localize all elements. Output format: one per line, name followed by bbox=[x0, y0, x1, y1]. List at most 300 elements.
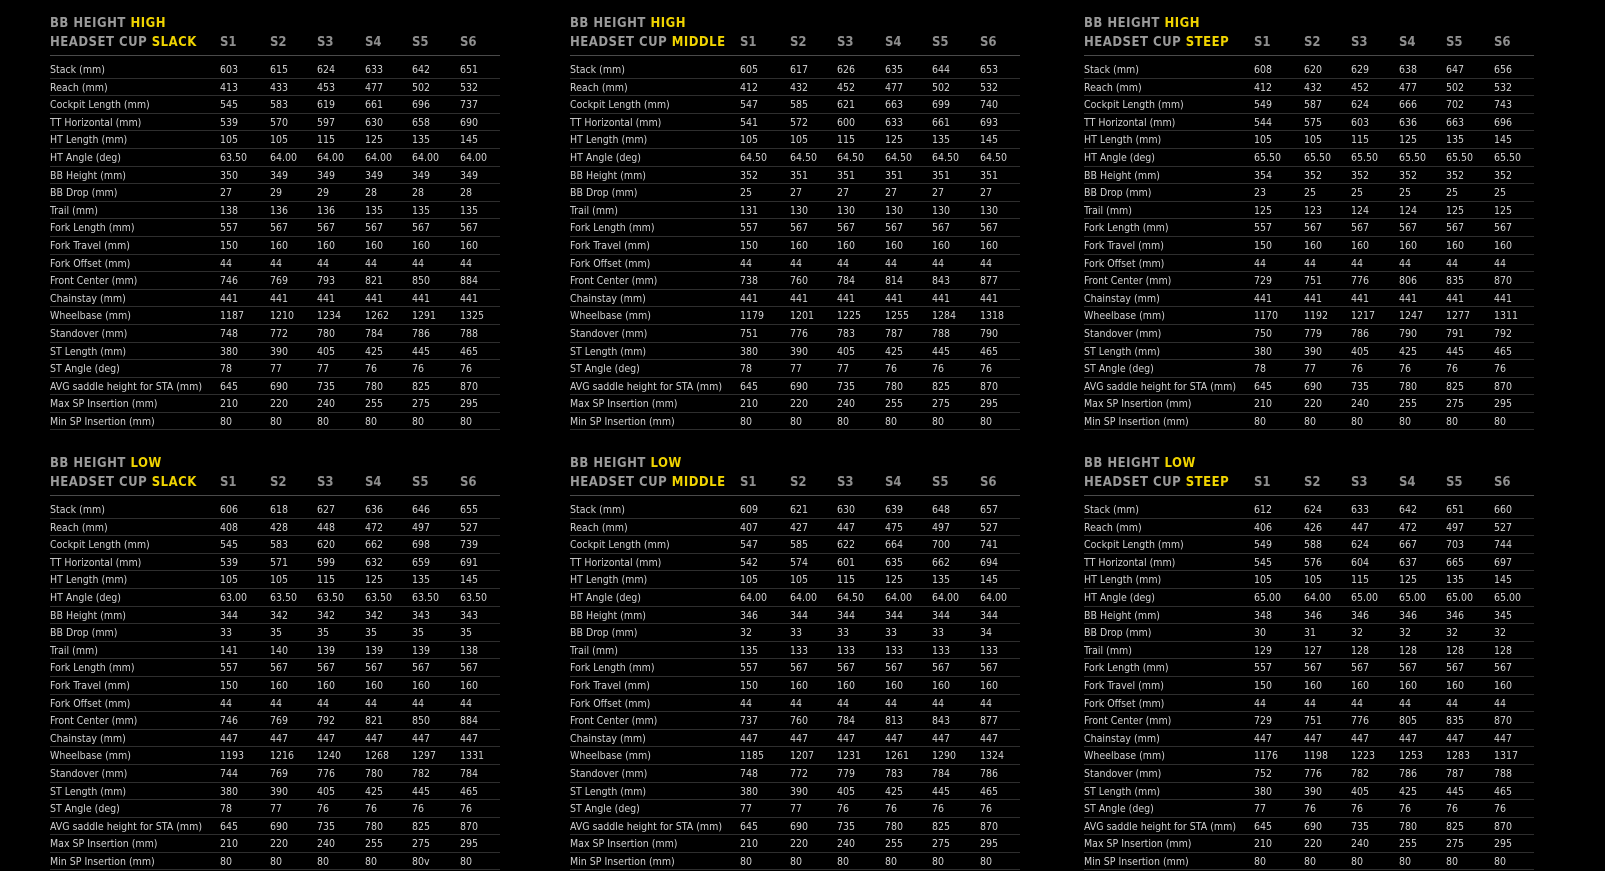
cell-value: 80 bbox=[365, 855, 378, 868]
cell-value: 661 bbox=[365, 99, 384, 112]
row-label: Wheelbase (mm) bbox=[570, 310, 651, 323]
cell-value: 567 bbox=[270, 222, 289, 235]
cell-value: 567 bbox=[1399, 662, 1418, 675]
cell-value: 160 bbox=[790, 679, 809, 692]
cell-value: 130 bbox=[980, 204, 999, 217]
cell-value: 636 bbox=[365, 504, 384, 516]
cell-value: 145 bbox=[980, 574, 999, 587]
row-label: BB Height (mm) bbox=[570, 169, 646, 182]
row-label: Chainstay (mm) bbox=[570, 732, 646, 745]
bb-height-value: LOW bbox=[650, 456, 682, 471]
cell-value: 447 bbox=[1351, 521, 1370, 534]
size-header-s5: S5 bbox=[412, 475, 429, 490]
cell-value: 776 bbox=[790, 327, 809, 340]
cell-value: 344 bbox=[932, 609, 951, 622]
cell-value: 447 bbox=[317, 732, 336, 745]
cell-value: 125 bbox=[365, 574, 384, 587]
cell-value: 786 bbox=[1351, 327, 1370, 340]
bb-height-value: LOW bbox=[1164, 456, 1196, 471]
size-header-s6: S6 bbox=[980, 475, 997, 490]
geometry-table-high-slack bbox=[50, 16, 500, 428]
cell-value: 1217 bbox=[1351, 310, 1376, 323]
table-row bbox=[50, 501, 500, 519]
table-row bbox=[1084, 677, 1534, 695]
bb-height-label: BB HEIGHT bbox=[50, 456, 126, 471]
cell-value: 65.50 bbox=[1446, 151, 1474, 164]
table-row bbox=[570, 79, 1020, 97]
cell-value: 64.00 bbox=[932, 591, 960, 604]
size-header-s4: S4 bbox=[1399, 475, 1416, 490]
cell-value: 145 bbox=[1494, 134, 1513, 147]
cell-value: 620 bbox=[317, 539, 336, 552]
row-label: Stack (mm) bbox=[50, 504, 105, 516]
row-label: ST Angle (deg) bbox=[1084, 363, 1154, 376]
cell-value: 635 bbox=[885, 64, 904, 76]
cell-value: 76 bbox=[980, 363, 993, 376]
cell-value: 80 bbox=[412, 415, 425, 428]
cell-value: 658 bbox=[412, 116, 431, 129]
cell-value: 44 bbox=[740, 697, 753, 710]
cell-value: 160 bbox=[980, 679, 999, 692]
cell-value: 617 bbox=[790, 64, 809, 76]
table-row bbox=[50, 255, 500, 273]
cell-value: 77 bbox=[740, 803, 753, 816]
row-label: Trail (mm) bbox=[570, 644, 618, 657]
cell-value: 115 bbox=[317, 574, 336, 587]
cell-value: 612 bbox=[1254, 504, 1273, 516]
cell-value: 1317 bbox=[1494, 750, 1519, 763]
cell-value: 76 bbox=[412, 363, 425, 376]
cell-value: 662 bbox=[932, 556, 951, 569]
cell-value: 1179 bbox=[740, 310, 765, 323]
table-row bbox=[570, 219, 1020, 237]
cell-value: 1261 bbox=[885, 750, 910, 763]
cell-value: 380 bbox=[220, 785, 239, 798]
cell-value: 160 bbox=[460, 679, 479, 692]
row-label: AVG saddle height for STA (mm) bbox=[1084, 820, 1236, 833]
cell-value: 1290 bbox=[932, 750, 957, 763]
row-label: Cockpit Length (mm) bbox=[570, 99, 670, 112]
cell-value: 772 bbox=[270, 327, 289, 340]
cell-value: 1225 bbox=[837, 310, 862, 323]
cell-value: 76 bbox=[1446, 803, 1459, 816]
cell-value: 35 bbox=[317, 627, 330, 640]
cell-value: 1325 bbox=[460, 310, 485, 323]
cell-value: 567 bbox=[1446, 222, 1465, 235]
cell-value: 647 bbox=[1446, 64, 1465, 76]
table-header bbox=[50, 456, 500, 494]
bb-height-title bbox=[570, 16, 686, 31]
table-row bbox=[50, 219, 500, 237]
row-label: Fork Travel (mm) bbox=[50, 239, 130, 252]
cell-value: 405 bbox=[1351, 785, 1370, 798]
cell-value: 160 bbox=[1494, 679, 1513, 692]
cell-value: 738 bbox=[740, 275, 759, 288]
row-label: BB Drop (mm) bbox=[1084, 187, 1152, 200]
row-label: Chainstay (mm) bbox=[570, 292, 646, 305]
table-row bbox=[50, 642, 500, 660]
size-header-s2: S2 bbox=[790, 475, 807, 490]
table-row bbox=[50, 571, 500, 589]
table-row bbox=[570, 554, 1020, 572]
size-header-s1: S1 bbox=[740, 35, 757, 50]
cell-value: 131 bbox=[740, 204, 759, 217]
cell-value: 659 bbox=[412, 556, 431, 569]
cell-value: 133 bbox=[932, 644, 951, 657]
cell-value: 275 bbox=[1446, 398, 1465, 411]
cell-value: 65.50 bbox=[1399, 151, 1427, 164]
row-label: Reach (mm) bbox=[50, 521, 108, 534]
cell-value: 32 bbox=[1399, 627, 1412, 640]
cell-value: 349 bbox=[317, 169, 336, 182]
cell-value: 44 bbox=[317, 697, 330, 710]
cell-value: 786 bbox=[980, 767, 999, 780]
row-label: Fork Offset (mm) bbox=[50, 697, 131, 710]
cell-value: 780 bbox=[365, 767, 384, 780]
cell-value: 545 bbox=[1254, 556, 1273, 569]
cell-value: 748 bbox=[220, 327, 239, 340]
cell-value: 527 bbox=[980, 521, 999, 534]
size-header-s3: S3 bbox=[1351, 35, 1368, 50]
size-header-s6: S6 bbox=[1494, 475, 1511, 490]
cell-value: 32 bbox=[1494, 627, 1507, 640]
cell-value: 448 bbox=[317, 521, 336, 534]
cell-value: 447 bbox=[270, 732, 289, 745]
cell-value: 618 bbox=[270, 504, 289, 516]
cell-value: 567 bbox=[1494, 222, 1513, 235]
cell-value: 413 bbox=[220, 81, 239, 94]
cell-value: 497 bbox=[1446, 521, 1465, 534]
cell-value: 160 bbox=[1351, 679, 1370, 692]
cell-value: 210 bbox=[220, 838, 239, 851]
cell-value: 80 bbox=[980, 415, 993, 428]
row-label: TT Horizontal (mm) bbox=[50, 116, 142, 129]
cell-value: 544 bbox=[1254, 116, 1273, 129]
cell-value: 76 bbox=[1399, 363, 1412, 376]
cell-value: 1291 bbox=[412, 310, 437, 323]
table-body bbox=[50, 61, 500, 430]
cell-value: 603 bbox=[1351, 116, 1370, 129]
cell-value: 567 bbox=[1351, 222, 1370, 235]
cell-value: 28 bbox=[365, 187, 378, 200]
row-label: ST Length (mm) bbox=[50, 345, 127, 358]
cell-value: 651 bbox=[460, 64, 479, 76]
cell-value: 351 bbox=[980, 169, 999, 182]
cell-value: 447 bbox=[932, 732, 951, 745]
cell-value: 570 bbox=[270, 116, 289, 129]
cell-value: 105 bbox=[1304, 574, 1323, 587]
row-label: Standover (mm) bbox=[1084, 767, 1162, 780]
cell-value: 80 bbox=[837, 855, 850, 868]
cell-value: 665 bbox=[1446, 556, 1465, 569]
cell-value: 64.00 bbox=[790, 591, 818, 604]
cell-value: 44 bbox=[1351, 257, 1364, 270]
cell-value: 348 bbox=[1254, 609, 1273, 622]
row-label: Min SP Insertion (mm) bbox=[50, 415, 155, 428]
cell-value: 1231 bbox=[837, 750, 862, 763]
cell-value: 599 bbox=[317, 556, 336, 569]
cell-value: 220 bbox=[1304, 398, 1323, 411]
cell-value: 821 bbox=[365, 715, 384, 728]
cell-value: 737 bbox=[460, 99, 479, 112]
row-label: AVG saddle height for STA (mm) bbox=[50, 820, 202, 833]
cell-value: 642 bbox=[1399, 504, 1418, 516]
cell-value: 427 bbox=[790, 521, 809, 534]
cell-value: 44 bbox=[317, 257, 330, 270]
cell-value: 662 bbox=[365, 539, 384, 552]
table-row bbox=[570, 501, 1020, 519]
cell-value: 141 bbox=[220, 644, 239, 657]
cell-value: 441 bbox=[790, 292, 809, 305]
cell-value: 642 bbox=[412, 64, 431, 76]
cell-value: 65.00 bbox=[1494, 591, 1522, 604]
cell-value: 160 bbox=[885, 679, 904, 692]
cell-value: 64.00 bbox=[317, 151, 345, 164]
cell-value: 877 bbox=[980, 275, 999, 288]
cell-value: 532 bbox=[460, 81, 479, 94]
row-label: Stack (mm) bbox=[1084, 504, 1139, 516]
cell-value: 780 bbox=[885, 380, 904, 393]
cell-value: 64.00 bbox=[1304, 591, 1332, 604]
cell-value: 663 bbox=[1446, 116, 1465, 129]
row-label: Min SP Insertion (mm) bbox=[570, 855, 675, 868]
table-row bbox=[1084, 378, 1534, 396]
cell-value: 76 bbox=[932, 803, 945, 816]
cell-value: 23 bbox=[1254, 187, 1267, 200]
table-body bbox=[50, 501, 500, 870]
cell-value: 125 bbox=[1254, 204, 1273, 217]
row-label: BB Height (mm) bbox=[50, 609, 126, 622]
cell-value: 64.50 bbox=[837, 591, 865, 604]
row-label: AVG saddle height for STA (mm) bbox=[50, 380, 202, 393]
table-row bbox=[50, 395, 500, 413]
cell-value: 445 bbox=[412, 345, 431, 358]
cell-value: 115 bbox=[317, 134, 336, 147]
cell-value: 275 bbox=[1446, 838, 1465, 851]
table-body bbox=[1084, 61, 1534, 430]
cell-value: 295 bbox=[1494, 838, 1513, 851]
cell-value: 527 bbox=[460, 521, 479, 534]
cell-value: 123 bbox=[1304, 204, 1323, 217]
cell-value: 105 bbox=[220, 134, 239, 147]
cell-value: 405 bbox=[317, 785, 336, 798]
cell-value: 502 bbox=[412, 81, 431, 94]
cell-value: 34 bbox=[980, 627, 993, 640]
cell-value: 65.50 bbox=[1494, 151, 1522, 164]
cell-value: 64.00 bbox=[365, 151, 393, 164]
cell-value: 606 bbox=[220, 504, 239, 516]
cell-value: 663 bbox=[885, 99, 904, 112]
cell-value: 545 bbox=[220, 99, 239, 112]
table-row bbox=[570, 343, 1020, 361]
cell-value: 150 bbox=[740, 239, 759, 252]
table-row bbox=[570, 413, 1020, 431]
cell-value: 690 bbox=[460, 116, 479, 129]
cell-value: 691 bbox=[460, 556, 479, 569]
cell-value: 425 bbox=[1399, 785, 1418, 798]
cell-value: 1262 bbox=[365, 310, 390, 323]
cell-value: 160 bbox=[837, 679, 856, 692]
cell-value: 622 bbox=[837, 539, 856, 552]
table-row bbox=[570, 747, 1020, 765]
cell-value: 441 bbox=[980, 292, 999, 305]
cell-value: 567 bbox=[885, 662, 904, 675]
cell-value: 44 bbox=[412, 257, 425, 270]
row-label: ST Length (mm) bbox=[570, 345, 647, 358]
cell-value: 835 bbox=[1446, 715, 1465, 728]
cell-value: 105 bbox=[270, 574, 289, 587]
cell-value: 477 bbox=[1399, 81, 1418, 94]
cell-value: 133 bbox=[790, 644, 809, 657]
cell-value: 77 bbox=[270, 363, 283, 376]
cell-value: 44 bbox=[1494, 257, 1507, 270]
table-row bbox=[50, 96, 500, 114]
cell-value: 32 bbox=[1446, 627, 1459, 640]
cell-value: 651 bbox=[1446, 504, 1465, 516]
cell-value: 76 bbox=[1494, 363, 1507, 376]
size-header-s1: S1 bbox=[1254, 475, 1271, 490]
cell-value: 1192 bbox=[1304, 310, 1329, 323]
cell-value: 405 bbox=[317, 345, 336, 358]
bb-height-value: HIGH bbox=[130, 16, 166, 31]
row-label: BB Drop (mm) bbox=[570, 627, 638, 640]
cell-value: 743 bbox=[1494, 99, 1513, 112]
cell-value: 447 bbox=[412, 732, 431, 745]
cell-value: 78 bbox=[220, 363, 233, 376]
table-row bbox=[50, 184, 500, 202]
cell-value: 125 bbox=[885, 574, 904, 587]
table-row bbox=[50, 237, 500, 255]
cell-value: 870 bbox=[1494, 715, 1513, 728]
row-label: BB Drop (mm) bbox=[50, 187, 118, 200]
table-row bbox=[570, 818, 1020, 836]
row-label: TT Horizontal (mm) bbox=[570, 556, 662, 569]
cell-value: 782 bbox=[412, 767, 431, 780]
cell-value: 133 bbox=[837, 644, 856, 657]
size-header-s2: S2 bbox=[790, 35, 807, 50]
cell-value: 160 bbox=[365, 679, 384, 692]
table-row bbox=[570, 255, 1020, 273]
table-row bbox=[50, 360, 500, 378]
cell-value: 585 bbox=[790, 539, 809, 552]
cell-value: 33 bbox=[790, 627, 803, 640]
cell-value: 769 bbox=[270, 275, 289, 288]
cell-value: 64.00 bbox=[740, 591, 768, 604]
cell-value: 35 bbox=[270, 627, 283, 640]
cell-value: 255 bbox=[365, 398, 384, 411]
cell-value: 30 bbox=[1254, 627, 1267, 640]
cell-value: 636 bbox=[1399, 116, 1418, 129]
cell-value: 150 bbox=[740, 679, 759, 692]
cell-value: 632 bbox=[365, 556, 384, 569]
cell-value: 64.50 bbox=[837, 151, 865, 164]
cell-value: 145 bbox=[1494, 574, 1513, 587]
cell-value: 539 bbox=[220, 556, 239, 569]
cell-value: 345 bbox=[1494, 609, 1513, 622]
cell-value: 80 bbox=[932, 855, 945, 868]
row-label: HT Length (mm) bbox=[50, 134, 128, 147]
cell-value: 557 bbox=[1254, 662, 1273, 675]
cell-value: 1268 bbox=[365, 750, 390, 763]
row-label: Reach (mm) bbox=[1084, 521, 1142, 534]
table-row bbox=[570, 800, 1020, 818]
cell-value: 547 bbox=[740, 539, 759, 552]
table-row bbox=[50, 765, 500, 783]
headset-cup-value: SLACK bbox=[151, 475, 197, 490]
cell-value: 557 bbox=[740, 662, 759, 675]
cell-value: 772 bbox=[790, 767, 809, 780]
bb-height-label: BB HEIGHT bbox=[1084, 456, 1160, 471]
cell-value: 825 bbox=[412, 380, 431, 393]
table-row bbox=[1084, 800, 1534, 818]
table-row bbox=[1084, 79, 1534, 97]
cell-value: 80 bbox=[460, 855, 473, 868]
cell-value: 351 bbox=[932, 169, 951, 182]
cell-value: 441 bbox=[460, 292, 479, 305]
cell-value: 751 bbox=[1304, 275, 1323, 288]
cell-value: 635 bbox=[885, 556, 904, 569]
size-header-s6: S6 bbox=[1494, 35, 1511, 50]
row-label: Chainstay (mm) bbox=[50, 292, 126, 305]
row-label: HT Length (mm) bbox=[50, 574, 128, 587]
cell-value: 693 bbox=[980, 116, 999, 129]
size-header-s5: S5 bbox=[932, 475, 949, 490]
cell-value: 741 bbox=[980, 539, 999, 552]
cell-value: 433 bbox=[270, 81, 289, 94]
cell-value: 746 bbox=[220, 275, 239, 288]
cell-value: 135 bbox=[460, 204, 479, 217]
cell-value: 776 bbox=[1304, 767, 1323, 780]
cell-value: 44 bbox=[980, 697, 993, 710]
cell-value: 129 bbox=[1254, 644, 1273, 657]
size-header-s4: S4 bbox=[885, 35, 902, 50]
cell-value: 870 bbox=[460, 820, 479, 833]
row-label: Fork Travel (mm) bbox=[1084, 679, 1164, 692]
cell-value: 574 bbox=[790, 556, 809, 569]
cell-value: 703 bbox=[1446, 539, 1465, 552]
cell-value: 1210 bbox=[270, 310, 295, 323]
cell-value: 65.50 bbox=[1254, 151, 1282, 164]
table-row bbox=[50, 378, 500, 396]
table-row bbox=[1084, 642, 1534, 660]
cell-value: 453 bbox=[317, 81, 336, 94]
cell-value: 407 bbox=[740, 521, 759, 534]
cell-value: 160 bbox=[1446, 239, 1465, 252]
cell-value: 608 bbox=[1254, 64, 1273, 76]
cell-value: 425 bbox=[885, 345, 904, 358]
size-header-s2: S2 bbox=[1304, 35, 1321, 50]
cell-value: 352 bbox=[1494, 169, 1513, 182]
row-label: Reach (mm) bbox=[1084, 81, 1142, 94]
cell-value: 80 bbox=[317, 855, 330, 868]
cell-value: 210 bbox=[740, 838, 759, 851]
cell-value: 390 bbox=[270, 345, 289, 358]
cell-value: 65.00 bbox=[1351, 591, 1379, 604]
cell-value: 240 bbox=[837, 398, 856, 411]
cell-value: 105 bbox=[1254, 134, 1273, 147]
cell-value: 626 bbox=[837, 64, 856, 76]
cell-value: 541 bbox=[740, 116, 759, 129]
cell-value: 472 bbox=[365, 521, 384, 534]
cell-value: 870 bbox=[1494, 380, 1513, 393]
row-label: HT Angle (deg) bbox=[50, 591, 121, 604]
cell-value: 588 bbox=[1304, 539, 1323, 552]
cell-value: 77 bbox=[1304, 363, 1317, 376]
cell-value: 667 bbox=[1399, 539, 1418, 552]
row-label: Fork Length (mm) bbox=[1084, 662, 1169, 675]
cell-value: 656 bbox=[1494, 64, 1513, 76]
table-row bbox=[570, 677, 1020, 695]
